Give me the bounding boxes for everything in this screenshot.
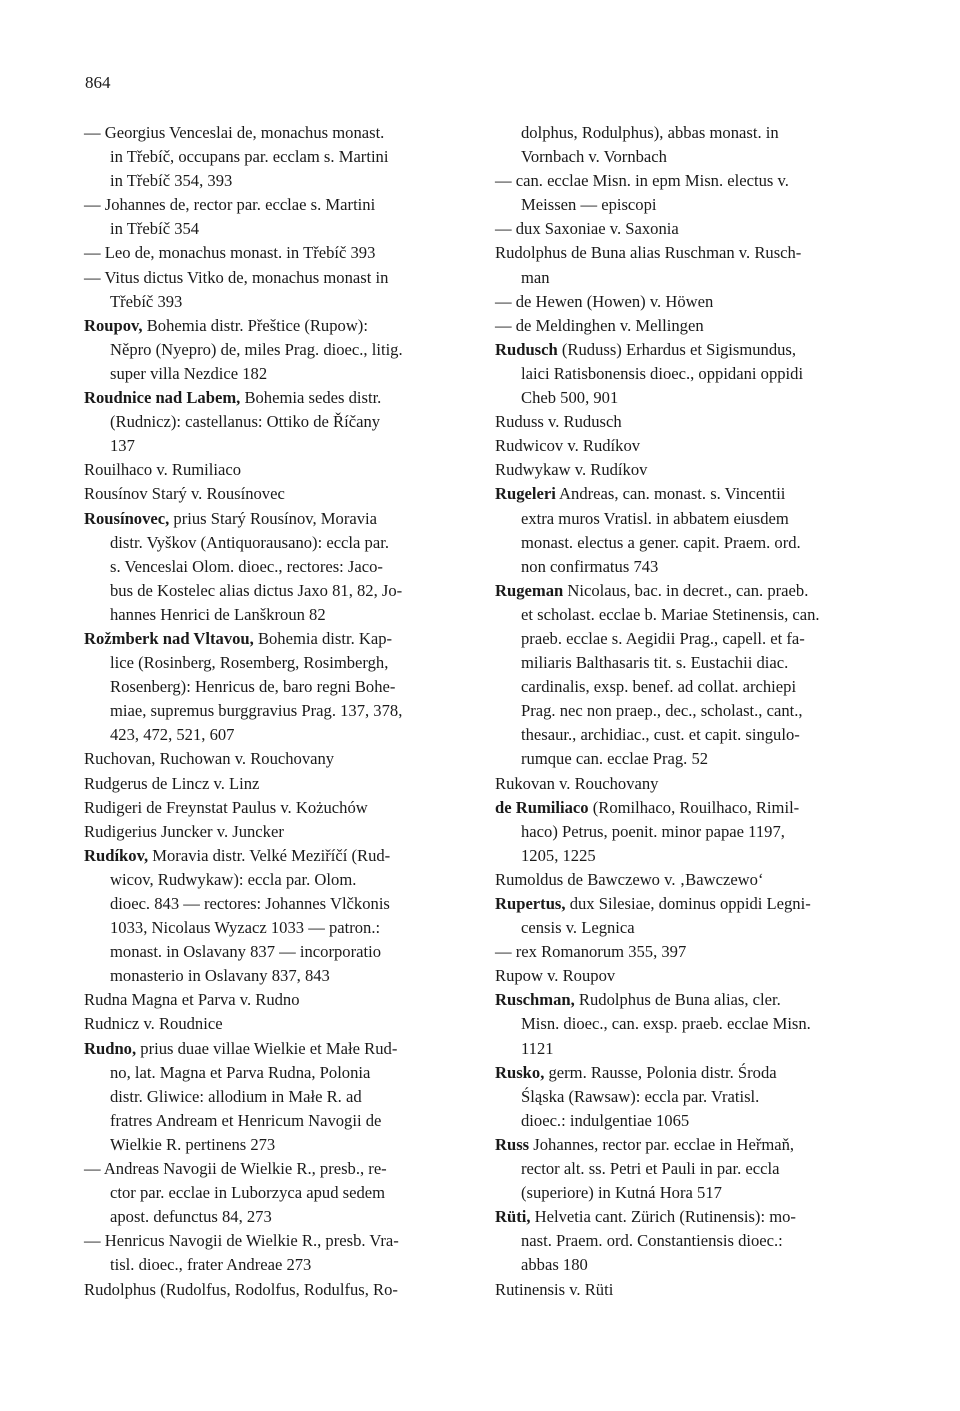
- index-line: [84, 1085, 489, 1109]
- index-line: [495, 434, 900, 458]
- index-headword: Rüti,: [495, 1207, 531, 1227]
- index-text: in Třebíč, occupans par. ecclam s. Martini: [110, 147, 389, 167]
- index-line: [84, 916, 489, 940]
- right-column: [495, 121, 900, 1302]
- index-text: Bohemia sedes distr.: [240, 388, 382, 408]
- index-text: monasterio in Oslavany 837, 843: [110, 966, 330, 986]
- index-text: praeb. ecclae s. Aegidii Prag., capell. et fa-: [521, 628, 805, 648]
- index-text: s. Venceslai Olom. dioec., rectores: Jaco-: [110, 556, 383, 576]
- index-text: Śląska (Rawsaw): eccla par. Vratisl.: [521, 1086, 760, 1106]
- index-line: [84, 1037, 489, 1061]
- index-line: [84, 1157, 489, 1181]
- index-text: nast. Praem. ord. Constantiensis dioec.:: [521, 1231, 783, 1251]
- index-line: [84, 434, 489, 458]
- index-line: [495, 482, 900, 506]
- index-line: [84, 1229, 489, 1253]
- index-line: [84, 627, 489, 651]
- index-line: [495, 555, 900, 579]
- index-text: Rudolphus de Buna alias Ruschman v. Rusch-: [495, 243, 802, 263]
- index-text: Meissen — episcopi: [521, 195, 657, 215]
- index-line: [495, 1157, 900, 1181]
- index-text: Helvetia cant. Zürich (Rutinensis): mo-: [530, 1207, 796, 1227]
- index-text: 1205, 1225: [521, 845, 596, 865]
- index-line: [495, 1037, 900, 1061]
- index-line: [495, 1133, 900, 1157]
- index-text: — rex Romanorum 355, 397: [495, 942, 687, 962]
- index-headword: Ruschman,: [495, 990, 575, 1010]
- index-text: — can. ecclae Misn. in epm Misn. electus v.: [495, 171, 789, 191]
- index-line: [495, 988, 900, 1012]
- index-line: [84, 314, 489, 338]
- index-text: Rukovan v. Rouchovany: [495, 773, 659, 793]
- index-text: 423, 472, 521, 607: [110, 725, 235, 745]
- index-text: (Ruduss) Erhardus et Sigismundus,: [557, 339, 797, 359]
- index-line: [495, 362, 900, 386]
- index-line: [495, 796, 900, 820]
- index-text: miliaris Balthasaris tit. s. Eustachii diac.: [521, 653, 789, 673]
- index-line: [495, 531, 900, 555]
- index-line: [84, 1205, 489, 1229]
- index-text: rumque can. ecclae Prag. 52: [521, 749, 709, 769]
- index-text: Rudigeri de Freynstat Paulus v. Kożuchów: [84, 797, 368, 817]
- left-column: [84, 121, 489, 1302]
- index-line: [495, 1253, 900, 1277]
- index-line: [495, 458, 900, 482]
- index-line: [84, 868, 489, 892]
- index-headword: Rousínovec,: [84, 508, 170, 528]
- index-text: dioec. 843 — rectores: Johannes Vlčkonis: [110, 894, 390, 913]
- index-text: extra muros Vratisl. in abbatem eiusdem: [521, 508, 789, 528]
- index-text: germ. Rausse, Polonia distr. Środa: [544, 1062, 777, 1082]
- index-headword: Rudusch: [495, 339, 558, 359]
- index-line: [84, 747, 489, 771]
- index-line: [84, 531, 489, 555]
- index-line: [84, 266, 489, 290]
- index-headword: Rugeman: [495, 580, 564, 600]
- index-line: [84, 579, 489, 603]
- index-text: wicov, Rudwykaw): eccla par. Olom.: [110, 869, 357, 889]
- index-line: [84, 362, 489, 386]
- index-text: man: [521, 267, 550, 287]
- index-line: [84, 482, 489, 506]
- index-line: [84, 1061, 489, 1085]
- index-text: apost. defunctus 84, 273: [110, 1207, 272, 1227]
- index-text: 137: [110, 436, 135, 456]
- index-text: — dux Saxoniae v. Saxonia: [495, 219, 679, 239]
- index-line: [84, 1109, 489, 1133]
- index-line: [84, 844, 489, 868]
- index-text: thesaur., archidiac., cust. et capit. singulo-: [521, 725, 800, 745]
- index-text: tisl. dioec., frater Andreae 273: [110, 1255, 312, 1275]
- index-line: [495, 410, 900, 434]
- index-text: (superiore) in Kutná Hora 517: [521, 1183, 722, 1203]
- index-text: Rudigerius Juncker v. Juncker: [84, 821, 284, 841]
- index-text: Rumoldus de Bawczewo v. ‚Bawczewo‘: [495, 869, 764, 889]
- index-line: [495, 844, 900, 868]
- index-line: [84, 241, 489, 265]
- index-line: [84, 964, 489, 988]
- index-line: [84, 651, 489, 675]
- index-line: [84, 1278, 489, 1302]
- index-text: dioec.: indulgentiae 1065: [521, 1110, 690, 1130]
- index-text: no, lat. Magna et Parva Rudna, Polonia: [110, 1062, 371, 1082]
- index-text: Vornbach v. Vornbach: [521, 147, 667, 167]
- index-line: [84, 796, 489, 820]
- index-text: Rouilhaco v. Rumiliaco: [84, 460, 242, 480]
- index-text: Rutinensis v. Rüti: [495, 1279, 614, 1299]
- index-text: Rudolphus (Rudolfus, Rodolfus, Rodulfus, Ro-: [84, 1279, 398, 1299]
- index-text: Bohemia distr. Přeštice (Rupow):: [142, 315, 368, 335]
- index-line: [495, 241, 900, 265]
- index-line: [84, 699, 489, 723]
- index-text: Rudnicz v. Roudnice: [84, 1014, 223, 1034]
- index-line: [495, 723, 900, 747]
- index-line: [84, 145, 489, 169]
- index-text: distr. Vyškov (Antiquorausano): eccla par.: [110, 532, 389, 552]
- index-line: [495, 1085, 900, 1109]
- index-text: censis v. Legnica: [521, 918, 635, 938]
- index-line: [84, 940, 489, 964]
- index-text: Ruchovan, Ruchowan v. Rouchovany: [84, 749, 335, 769]
- index-line: [495, 1181, 900, 1205]
- index-headword: Rudno,: [84, 1038, 137, 1058]
- index-line: [495, 1278, 900, 1302]
- index-text: et scholast. ecclae b. Mariae Stetinensis, can.: [521, 604, 820, 624]
- index-text: miae, supremus burggravius Prag. 137, 378,: [110, 701, 403, 721]
- index-text: — Leo de, monachus monast. in Třebíč 393: [84, 243, 376, 263]
- index-text: Prag. nec non praep., dec., scholast., cant.,: [521, 701, 803, 721]
- index-text: fratres Andream et Henricum Navogii de: [110, 1110, 382, 1130]
- index-line: [495, 579, 900, 603]
- index-line: [84, 675, 489, 699]
- index-headword: Rupertus,: [495, 894, 566, 913]
- index-text: lice (Rosinberg, Rosemberg, Rosimbergh,: [110, 653, 389, 673]
- index-line: [495, 964, 900, 988]
- index-line: [495, 193, 900, 217]
- index-text: rector alt. ss. Petri et Pauli in par. eccla: [521, 1159, 780, 1179]
- index-line: [495, 338, 900, 362]
- index-text: — Andreas Navogii de Wielkie R., presb., re-: [84, 1159, 387, 1179]
- index-line: [84, 193, 489, 217]
- index-line: [84, 386, 489, 410]
- index-text: prius duae villae Wielkie et Małe Rud-: [136, 1038, 398, 1058]
- index-headword: Roupov,: [84, 315, 143, 335]
- index-line: [495, 747, 900, 771]
- index-text: ctor par. ecclae in Luborzyca apud sedem: [110, 1183, 386, 1203]
- index-line: [84, 988, 489, 1012]
- index-text: — Georgius Venceslai de, monachus monast.: [84, 123, 385, 142]
- index-text: abbas 180: [521, 1255, 588, 1275]
- index-text: monast. in Oslavany 837 — incorporatio: [110, 942, 381, 962]
- index-line: [84, 772, 489, 796]
- index-line: [495, 145, 900, 169]
- index-line: [495, 386, 900, 410]
- index-line: [495, 627, 900, 651]
- index-headword: de Rumiliaco: [495, 797, 589, 817]
- index-line: [495, 940, 900, 964]
- index-text: in Třebíč 354: [110, 219, 200, 239]
- index-line: [495, 603, 900, 627]
- index-text: Rudolphus de Buna alias, cler.: [574, 990, 781, 1010]
- index-text: (Rudnicz): castellanus: Ottiko de Říčany: [110, 412, 381, 432]
- index-line: [84, 410, 489, 434]
- index-line: [495, 266, 900, 290]
- index-line: [84, 1133, 489, 1157]
- index-line: [84, 1181, 489, 1205]
- index-text: hannes Henrici de Lanškroun 82: [110, 604, 326, 624]
- index-headword: Rožmberk nad Vltavou,: [84, 628, 254, 648]
- index-line: [495, 651, 900, 675]
- index-text: — Vitus dictus Vitko de, monachus monast in: [84, 267, 389, 287]
- index-text: Nicolaus, bac. in decret., can. praeb.: [563, 580, 809, 600]
- index-line: [84, 1253, 489, 1277]
- index-text: cardinalis, exsp. benef. ad collat. archiepi: [521, 677, 797, 697]
- index-line: [84, 892, 489, 916]
- index-line: [84, 338, 489, 362]
- index-line: [495, 868, 900, 892]
- index-line: [495, 121, 900, 145]
- index-text: — de Meldinghen v. Mellingen: [495, 315, 704, 335]
- index-headword: Rusko,: [495, 1062, 545, 1082]
- index-headword: Rudíkov,: [84, 845, 149, 865]
- index-line: [495, 217, 900, 241]
- index-text: Rudwicov v. Rudíkov: [495, 436, 641, 456]
- index-text: — Henricus Navogii de Wielkie R., presb. Vra-: [84, 1231, 399, 1251]
- index-text: Rudwykaw v. Rudíkov: [495, 460, 648, 480]
- index-line: [495, 1109, 900, 1133]
- index-line: [495, 290, 900, 314]
- index-line: [84, 458, 489, 482]
- index-text: (Romilhaco, Rouilhaco, Rimil-: [588, 797, 800, 817]
- index-line: [84, 290, 489, 314]
- index-text: laici Ratisbonensis dioec., oppidani oppidi: [521, 363, 804, 383]
- index-text: Johannes, rector par. ecclae in Heřmaň,: [529, 1134, 795, 1154]
- index-text: Misn. dioec., can. exsp. praeb. ecclae Misn.: [521, 1014, 811, 1034]
- index-text: dolphus, Rodulphus), abbas monast. in: [521, 123, 779, 142]
- index-text: Třebíč 393: [110, 291, 183, 311]
- index-line: [84, 723, 489, 747]
- page-number: 864: [85, 73, 111, 92]
- index-text: monast. electus a gener. capit. Praem. ord.: [521, 532, 801, 552]
- index-line: [84, 603, 489, 627]
- index-text: bus de Kostelec alias dictus Jaxo 81, 82, Jo-: [110, 580, 403, 600]
- index-text: distr. Gliwice: allodium in Małe R. ad: [110, 1086, 362, 1106]
- index-line: [495, 820, 900, 844]
- index-text: Cheb 500, 901: [521, 388, 619, 408]
- index-text: Moravia distr. Velké Meziříčí (Rud-: [148, 845, 391, 865]
- index-line: [84, 169, 489, 193]
- index-text: 1121: [521, 1038, 554, 1058]
- index-line: [495, 892, 900, 916]
- index-headword: Roudnice nad Labem,: [84, 388, 241, 408]
- index-text: Wielkie R. pertinens 273: [110, 1134, 276, 1154]
- index-text: Andreas, can. monast. s. Vincentii: [555, 484, 786, 504]
- index-line: [84, 1012, 489, 1036]
- index-text: Ruduss v. Rudusch: [495, 412, 622, 432]
- index-line: [495, 1205, 900, 1229]
- index-text: super villa Nezdice 182: [110, 363, 268, 383]
- index-line: [495, 314, 900, 338]
- index-text: non confirmatus 743: [521, 556, 659, 576]
- index-text: Něpro (Nyepro) de, miles Prag. dioec., litig.: [110, 339, 403, 359]
- index-line: [84, 121, 489, 145]
- index-text: — de Hewen (Howen) v. Höwen: [495, 291, 714, 311]
- index-text: haco) Petrus, poenit. minor papae 1197,: [521, 821, 785, 841]
- index-line: [495, 1061, 900, 1085]
- index-line: [84, 820, 489, 844]
- index-text: — Johannes de, rector par. ecclae s. Martini: [84, 195, 376, 215]
- index-text: 1033, Nicolaus Wyzacz 1033 — patron.:: [110, 918, 381, 938]
- index-line: [495, 675, 900, 699]
- index-line: [495, 699, 900, 723]
- index-text: Rosenberg): Henricus de, baro regni Bohe-: [110, 677, 396, 697]
- index-text: Bohemia distr. Kap-: [253, 628, 393, 648]
- index-line: [84, 217, 489, 241]
- index-line: [495, 772, 900, 796]
- index-line: [495, 1229, 900, 1253]
- index-line: [495, 1012, 900, 1036]
- index-line: [84, 555, 489, 579]
- index-headword: Russ: [495, 1134, 530, 1154]
- index-headword: Rugeleri: [495, 484, 556, 504]
- index-line: [84, 507, 489, 531]
- index-line: [495, 916, 900, 940]
- index-text: Rudgerus de Lincz v. Linz: [84, 773, 260, 793]
- index-text: Rupow v. Roupov: [495, 966, 616, 986]
- index-text: dux Silesiae, dominus oppidi Legni-: [565, 894, 811, 913]
- index-line: [495, 507, 900, 531]
- index-text: prius Starý Rousínov, Moravia: [169, 508, 377, 528]
- index-text: Rudna Magna et Parva v. Rudno: [84, 990, 300, 1010]
- index-text: Rousínov Starý v. Rousínovec: [84, 484, 285, 504]
- index-text: in Třebíč 354, 393: [110, 171, 233, 191]
- index-line: [495, 169, 900, 193]
